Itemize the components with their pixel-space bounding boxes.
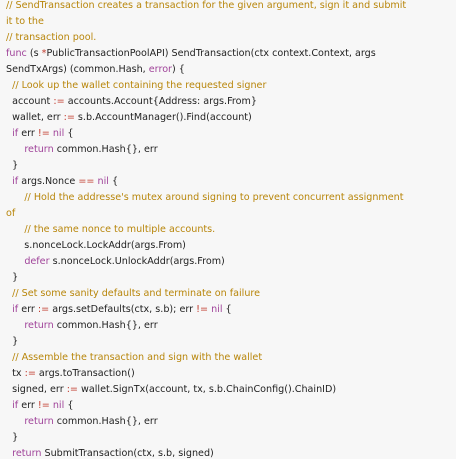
code-token-default: args.setDefaults(ctx, s.b); err (49, 304, 197, 315)
code-token-comment: // transaction pool. (6, 32, 97, 43)
code-line (6, 174, 454, 190)
code-token-operator: := (37, 304, 50, 315)
code-token-keyword: return (12, 448, 42, 459)
code-token-keyword: return (24, 320, 54, 331)
code-line (6, 318, 454, 334)
code-token-keyword: return (24, 416, 54, 427)
code-token-default (6, 224, 24, 235)
code-token-keyword: func (6, 48, 27, 59)
code-token-default: } (6, 432, 19, 443)
code-token-keyword: defer (24, 256, 50, 267)
code-token-default: } (6, 160, 19, 171)
code-token-default: SubmitTransaction(ctx, s.b, signed) (41, 448, 214, 459)
code-token-comment: // Assemble the transaction and sign with the wallet (12, 352, 263, 363)
code-token-default: } (6, 272, 19, 283)
code-line (6, 158, 454, 174)
code-line (6, 334, 454, 350)
code-token-default: { (108, 176, 119, 187)
code-token-default: err (18, 400, 38, 411)
code-token-default (6, 144, 24, 155)
code-token-default: common.Hash{}, err (53, 320, 158, 331)
code-token-default: } (6, 336, 19, 347)
code-line (6, 94, 454, 110)
code-line (6, 14, 454, 30)
code-token-comment: // Hold the addresse's mutex around signing to prevent concurrent assignment (24, 192, 404, 203)
code-line (6, 78, 454, 94)
code-line (6, 382, 454, 398)
code-line (6, 430, 454, 446)
code-token-keyword: nil (52, 400, 65, 411)
code-token-keyword: if (12, 400, 19, 411)
code-token-default (6, 256, 24, 267)
code-line (6, 206, 454, 222)
code-line (6, 190, 454, 206)
code-token-comment: // SendTransaction creates a transaction for the given argument, sign it and submit (6, 0, 407, 11)
code-token-operator: := (66, 384, 78, 395)
code-token-default: err (18, 304, 38, 315)
code-token-default: common.Hash{}, err (53, 144, 158, 155)
code-token-keyword: if (12, 128, 19, 139)
code-token-default: tx (6, 368, 25, 379)
code-token-default: PublicTransactionPoolAPI) SendTransaction(ctx context.Context, args (46, 48, 376, 59)
code-token-operator: == (78, 176, 95, 187)
code-line (6, 222, 454, 238)
code-line (6, 398, 454, 414)
code-token-default: SendTxArgs) (common.Hash, (6, 64, 149, 75)
code-token-default: wallet, err (6, 112, 64, 123)
code-token-keyword: nil (52, 128, 65, 139)
code-block (6, 0, 454, 459)
code-line (6, 126, 454, 142)
code-token-comment: // the same nonce to multiple accounts. (24, 224, 216, 235)
code-token-keyword: return (24, 144, 54, 155)
code-token-default: { (64, 128, 74, 139)
code-token-default: s.b.AccountManager().Find(account) (74, 112, 252, 123)
code-line (6, 238, 454, 254)
code-token-comment: it to the (6, 16, 44, 27)
code-token-keyword: nil (211, 304, 223, 315)
code-token-default (6, 416, 24, 427)
code-token-default: s.nonceLock.UnlockAddr(args.From) (49, 256, 225, 267)
code-line (6, 46, 454, 62)
code-token-operator: := (24, 368, 36, 379)
code-token-default: signed, err (6, 384, 67, 395)
code-token-default: { (222, 304, 232, 315)
code-token-default: args.Nonce (18, 176, 79, 187)
code-token-keyword: error (148, 64, 173, 75)
code-token-operator: != (196, 304, 209, 315)
code-token-operator: * (41, 48, 47, 59)
code-line (6, 62, 454, 78)
code-token-default: ) { (172, 64, 185, 75)
code-token-default: { (64, 400, 74, 411)
code-token-keyword: if (12, 176, 19, 187)
code-token-operator: != (37, 128, 50, 139)
code-line (6, 110, 454, 126)
code-token-default: accounts.Account{Address: args.From} (64, 96, 257, 107)
code-line (6, 254, 454, 270)
code-token-comment: // Set some sanity defaults and terminate on failure (12, 288, 261, 299)
code-line (6, 366, 454, 382)
code-line (6, 446, 454, 459)
code-line (6, 30, 454, 46)
code-token-operator: := (63, 112, 75, 123)
code-token-default: common.Hash{}, err (53, 416, 158, 427)
code-line (6, 286, 454, 302)
code-token-operator: := (53, 96, 65, 107)
code-line (6, 0, 454, 14)
code-line (6, 270, 454, 286)
code-line (6, 414, 454, 430)
code-token-keyword: if (12, 304, 19, 315)
code-token-default: (s (26, 48, 42, 59)
code-token-default: err (18, 128, 38, 139)
code-token-comment: of (6, 208, 16, 219)
code-line (6, 350, 454, 366)
code-token-comment: // Look up the wallet containing the requested signer (12, 80, 267, 91)
code-token-operator: != (37, 400, 50, 411)
code-token-keyword: nil (97, 176, 109, 187)
code-token-default (6, 192, 24, 203)
code-token-default: wallet.SignTx(account, tx, s.b.ChainConfig().ChainID) (77, 384, 337, 395)
code-token-default: args.toTransaction() (35, 368, 135, 379)
code-line (6, 302, 454, 318)
code-line (6, 142, 454, 158)
code-token-default: account (6, 96, 54, 107)
code-token-default: s.nonceLock.LockAddr(args.From) (6, 240, 186, 251)
code-token-default (6, 320, 24, 331)
